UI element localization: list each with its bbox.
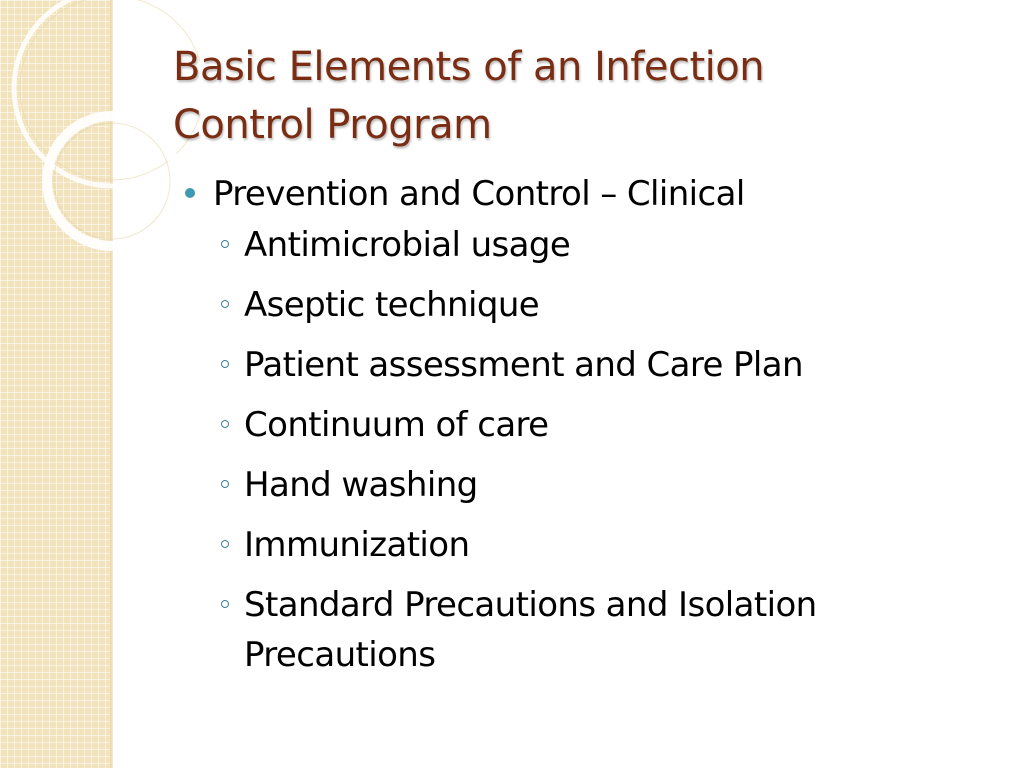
bullet-dot-icon [185, 188, 195, 198]
title-line-1: Basic Elements of an Infection [173, 44, 765, 90]
sub-bullet-item [180, 220, 980, 270]
ring-bullet-icon [221, 300, 229, 308]
sub-bullet-text: Immunization [244, 525, 470, 565]
sub-bullet-text: Aseptic technique [244, 285, 540, 325]
ring-bullet-icon [221, 240, 229, 248]
sub-bullet-text: Patient assessment and Care Plan [244, 345, 803, 385]
sub-bullet-text: Continuum of care [244, 405, 549, 445]
bullet-item-level1 [180, 168, 980, 220]
slide-title [173, 38, 973, 154]
ring-bullet-icon [221, 420, 229, 428]
sub-bullet-item [180, 400, 980, 450]
title-line-2: Control Program [173, 102, 492, 148]
sub-bullet-text: Antimicrobial usage [244, 225, 571, 265]
sub-bullet-item [180, 460, 980, 510]
slide-body [180, 168, 980, 690]
sub-bullet-item [180, 280, 980, 330]
ring-bullet-icon [221, 480, 229, 488]
sub-bullet-item [180, 340, 980, 390]
sub-bullet-text: Standard Precautions and Isolation Precautions [244, 585, 817, 675]
ring-bullet-icon [221, 360, 229, 368]
sub-bullet-text: Hand washing [244, 465, 478, 505]
sub-bullet-item [180, 580, 980, 680]
decorative-rings-graphic [0, 0, 200, 260]
ring-bullet-icon [221, 540, 229, 548]
sub-bullet-list [180, 220, 980, 680]
sub-bullet-item [180, 520, 980, 570]
bullet-text: Prevention and Control – Clinical [213, 174, 745, 214]
ring-bullet-icon [221, 600, 229, 608]
